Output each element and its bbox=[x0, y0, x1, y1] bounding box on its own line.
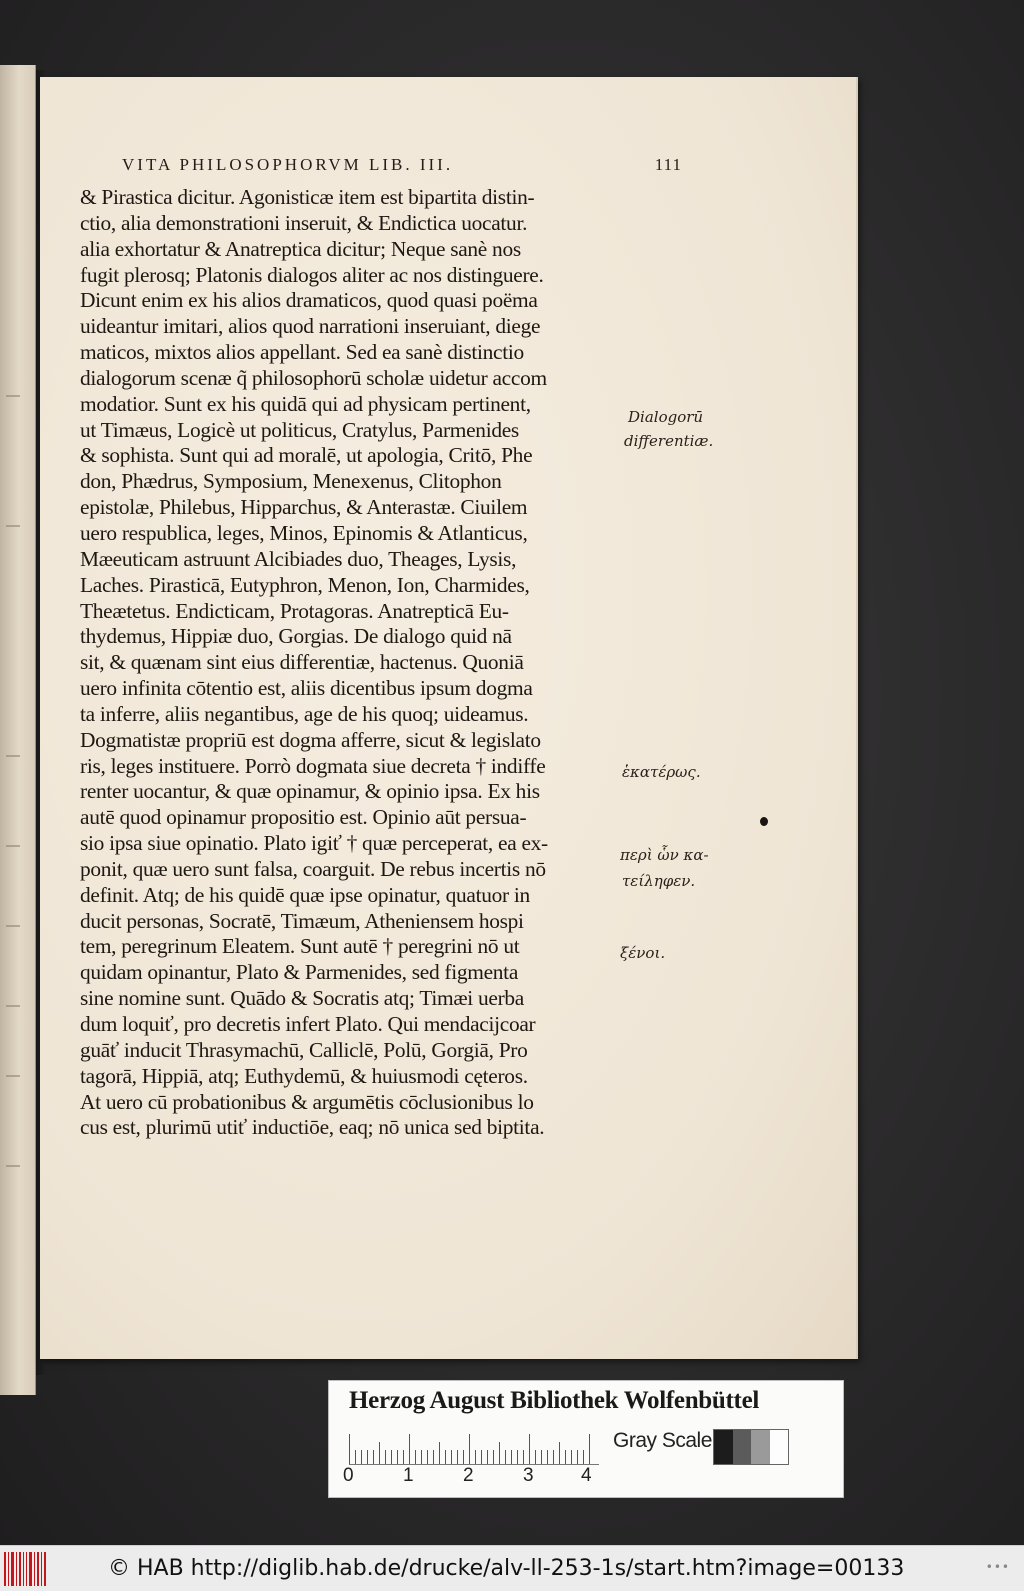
text-line: uero infinita cōtentio est, aliis dicentibus ipsum dogma bbox=[80, 676, 533, 701]
ruler-tick bbox=[361, 1450, 362, 1464]
marginal-note-greek: ἑκατέρως. bbox=[622, 763, 701, 781]
text-line: sit, & quænam sint eius differentiæ, hactenus. Quoniā bbox=[80, 650, 524, 675]
copyright-url[interactable]: © HAB http://diglib.hab.de/drucke/alv-ll-253-1s/start.htm?image=00133 bbox=[108, 1556, 905, 1581]
marginal-note-greek: τείληφεν. bbox=[622, 872, 696, 890]
ruler-tick bbox=[589, 1434, 590, 1464]
running-head-title: VITA PHILOSOPHORVM LIB. III. bbox=[122, 155, 454, 174]
ruler-tick bbox=[355, 1450, 356, 1464]
text-line: tagorā, Hippiā, atq; Euthydemū, & huiusmodi cęteros. bbox=[80, 1063, 528, 1088]
text-line: Dicunt enim ex his alios dramaticos, quod quasi poëma bbox=[80, 288, 538, 313]
ruler-tick bbox=[553, 1450, 554, 1464]
text-line: At uero cū probationibus & argumētis cōclusionibus lo bbox=[80, 1089, 534, 1114]
hab-barcode-logo-icon bbox=[4, 1552, 48, 1586]
text-line: fugit plerosq; Platonis dialogos aliter ac nos distinguere. bbox=[80, 262, 544, 287]
ruler-label: 0 bbox=[343, 1465, 354, 1486]
ruler-tick bbox=[421, 1450, 422, 1464]
measurement-ruler bbox=[349, 1429, 599, 1465]
marginal-note: Dialogorū bbox=[628, 408, 704, 426]
text-line: Dogmatistæ propriū est dogma afferre, sicut & legislato bbox=[80, 727, 541, 752]
ruler-tick bbox=[517, 1450, 518, 1464]
ruler-tick bbox=[445, 1450, 446, 1464]
color-reference-card bbox=[328, 1380, 844, 1498]
text-line: maticos, mixtos alios appellant. Sed ea sanè distinctio bbox=[80, 340, 524, 365]
gray-scale-swatches bbox=[713, 1429, 789, 1465]
gray-scale-label: Gray Scale bbox=[613, 1429, 712, 1452]
ruler-tick bbox=[457, 1450, 458, 1464]
text-line: Theætetus. Endicticam, Protagoras. Anatrepticā Eu- bbox=[80, 598, 509, 623]
text-line: alia exhortatur & Anatreptica dicitur; Neque sanè nos bbox=[80, 236, 521, 261]
text-line: don, Phædrus, Symposium, Menexenus, Clitophon bbox=[80, 469, 502, 494]
text-line: ris, leges instituere. Porrò dogmata siue decreta † indiffe bbox=[80, 753, 546, 778]
gray-swatch bbox=[751, 1430, 770, 1464]
ruler-tick bbox=[409, 1434, 410, 1464]
text-line: ta inferre, aliis negantibus, age de his quoq; uideamus. bbox=[80, 701, 529, 726]
text-line: ut Timæus, Logicè ut politicus, Cratylus, Parmenides bbox=[80, 417, 519, 442]
ruler-tick bbox=[385, 1450, 386, 1464]
gray-swatch bbox=[714, 1430, 733, 1464]
ruler-tick bbox=[433, 1450, 434, 1464]
footer-bar bbox=[0, 1545, 1024, 1591]
ruler-tick bbox=[451, 1450, 452, 1464]
text-line: tem, peregrinum Eleatem. Sunt autē † peregrini nō ut bbox=[80, 934, 520, 959]
library-name: Herzog August Bibliothek Wolfenbüttel bbox=[349, 1387, 760, 1414]
text-line: uideantur imitari, alios quod narrationi inseruiant, diege bbox=[80, 314, 541, 339]
text-line: guāť inducit Thrasymachū, Calliclē, Polū, Gorgiā, Pro bbox=[80, 1037, 528, 1062]
marginal-note: differentiæ. bbox=[624, 432, 714, 450]
gray-swatch bbox=[770, 1430, 789, 1464]
text-line: ctio, alia demonstrationi inseruit, & Endictica uocatur. bbox=[80, 210, 528, 235]
text-line: quidam opinantur, Plato & Parmenides, sed figmenta bbox=[80, 960, 519, 985]
ruler-tick bbox=[373, 1450, 374, 1464]
body-text bbox=[80, 185, 640, 1141]
ruler-tick bbox=[535, 1450, 536, 1464]
ruler-tick bbox=[547, 1450, 548, 1464]
ruler-label: 4 bbox=[581, 1465, 592, 1486]
text-line: & sophista. Sunt qui ad moralē, ut apologia, Critō, Phe bbox=[80, 443, 533, 468]
text-line: sine nomine sunt. Quādo & Socratis atq; Timæi uerba bbox=[80, 986, 524, 1011]
ruler-tick bbox=[397, 1450, 398, 1464]
text-line: Mæeuticam astruunt Alcibiades duo, Theages, Lysis, bbox=[80, 546, 517, 571]
ruler-tick bbox=[487, 1450, 488, 1464]
text-line: modatior. Sunt ex his quidā qui ad physicam pertinent, bbox=[80, 391, 531, 416]
ruler-tick bbox=[571, 1450, 572, 1464]
ruler-tick bbox=[415, 1450, 416, 1464]
ruler-tick bbox=[505, 1450, 506, 1464]
ruler-tick bbox=[493, 1450, 494, 1464]
ruler-tick bbox=[367, 1450, 368, 1464]
text-line: ducit personas, Socratē, Timæum, Atheniensem hospi bbox=[80, 908, 524, 933]
ruler-tick bbox=[523, 1450, 524, 1464]
ruler-tick bbox=[439, 1442, 440, 1464]
text-line: epistolæ, Philebus, Hipparchus, & Anterastæ. Ciuilem bbox=[80, 495, 528, 520]
ruler-tick bbox=[541, 1450, 542, 1464]
text-line: thydemus, Hippiæ duo, Gorgias. De dialogo quid nā bbox=[80, 624, 512, 649]
text-line: Laches. Pirasticā, Eutyphron, Menon, Ion, Charmides, bbox=[80, 572, 530, 597]
folio-number: 111 bbox=[654, 155, 682, 174]
ruler-tick bbox=[463, 1450, 464, 1464]
ruler-tick bbox=[577, 1450, 578, 1464]
text-line: dum loquiť, pro decretis infert Plato. Qui mendacijcoar bbox=[80, 1012, 536, 1036]
facing-page-edge bbox=[0, 65, 36, 1395]
ruler-tick bbox=[391, 1450, 392, 1464]
marginal-note-greek: ξένοι. bbox=[620, 944, 666, 962]
text-line: renter uocantur, & quæ opinamur, & opinio ipsa. Ex his bbox=[80, 779, 540, 804]
ruler-tick bbox=[469, 1434, 470, 1464]
ruler-tick bbox=[559, 1442, 560, 1464]
ruler-tick bbox=[529, 1434, 530, 1464]
text-line: dialogorum scenæ q̃ philosophorū scholæ uidetur accom bbox=[80, 365, 547, 390]
ruler-label: 3 bbox=[523, 1465, 534, 1486]
text-line: sio ipsa siue opinatio. Plato igiť † quæ perceperat, ea ex- bbox=[80, 831, 548, 856]
book-page bbox=[40, 77, 858, 1359]
text-line: & Pirastica dicitur. Agonisticæ item est bipartita distin- bbox=[80, 185, 535, 209]
ruler-labels bbox=[341, 1465, 621, 1489]
ruler-tick bbox=[379, 1442, 380, 1464]
ruler-tick bbox=[481, 1450, 482, 1464]
text-line: cus est, plurimū utiť inductiōe, eaq; nō unica sed biptita. bbox=[80, 1115, 545, 1140]
ruler-tick bbox=[403, 1450, 404, 1464]
ruler-tick bbox=[349, 1434, 350, 1464]
text-line: autē quod opinamur propositio est. Opinio aūt persua- bbox=[80, 805, 527, 830]
more-dots-icon: ••• bbox=[985, 1560, 1010, 1574]
ruler-tick bbox=[499, 1442, 500, 1464]
ink-spot bbox=[760, 817, 768, 826]
text-line: ponit, quæ uero sunt falsa, coarguit. De rebus incertis nō bbox=[80, 856, 546, 881]
ruler-tick bbox=[511, 1450, 512, 1464]
ruler-label: 1 bbox=[403, 1465, 414, 1486]
ruler-label: 2 bbox=[463, 1465, 474, 1486]
gray-swatch bbox=[733, 1430, 752, 1464]
ruler-tick bbox=[475, 1450, 476, 1464]
running-head bbox=[122, 155, 682, 175]
ruler-tick bbox=[565, 1450, 566, 1464]
marginal-note-greek: περὶ ὧν κα- bbox=[620, 846, 709, 864]
text-line: uero respublica, leges, Minos, Epinomis & Atlanticus, bbox=[80, 520, 528, 545]
ruler-tick bbox=[427, 1450, 428, 1464]
ruler-tick bbox=[583, 1450, 584, 1464]
text-line: definit. Atq; de his quidē quæ ipse opinatur, quatuor in bbox=[80, 882, 530, 907]
